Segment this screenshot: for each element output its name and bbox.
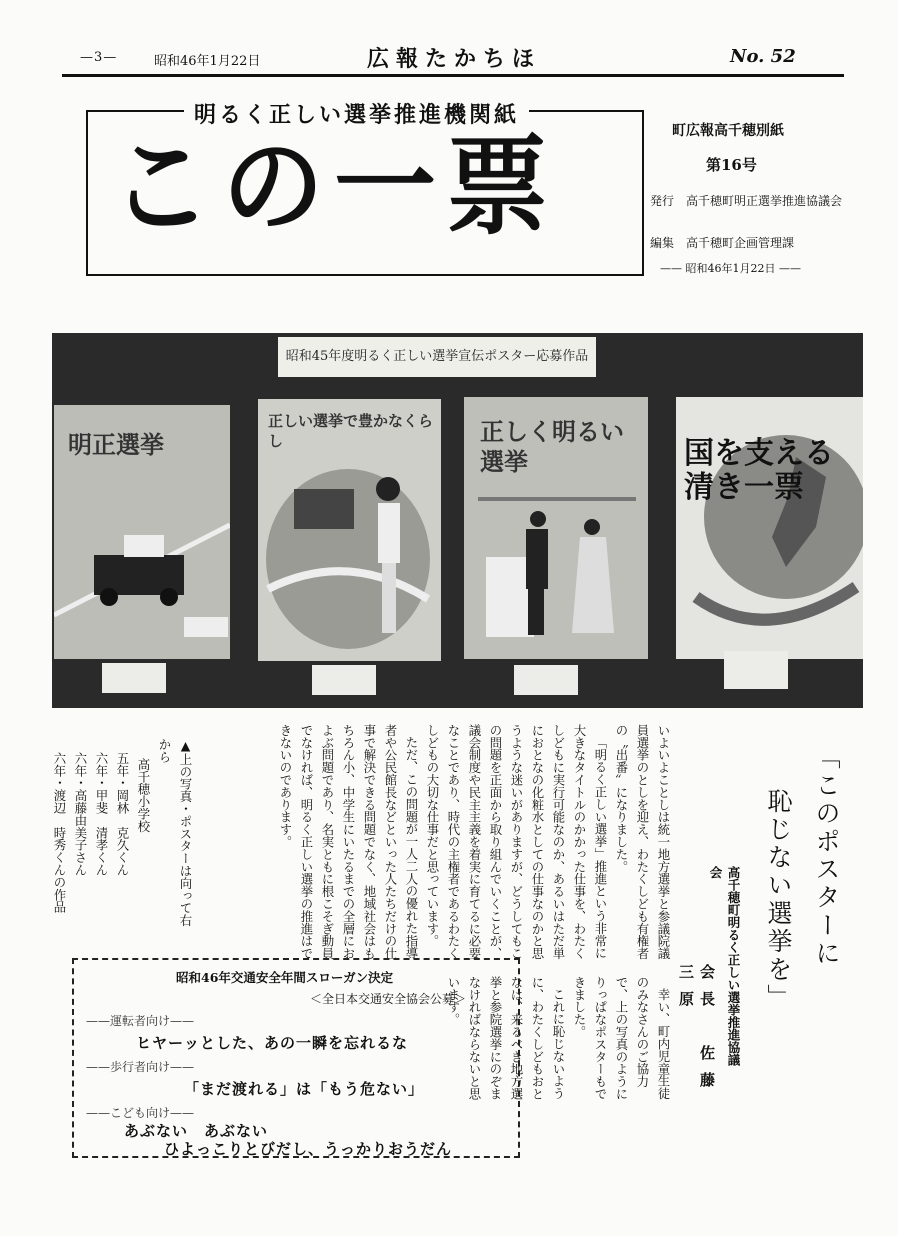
poster-text: 正しく明るい選挙 xyxy=(480,417,624,476)
issue-number: No. 52 xyxy=(730,46,796,67)
poster-2-art xyxy=(258,399,441,661)
caption-student: 六年・高藤由美子さん xyxy=(73,752,88,876)
poster-label xyxy=(514,665,578,695)
author-byline xyxy=(676,964,718,1124)
author-title: 会長 xyxy=(698,964,716,1018)
newsletter-name: 広報たかちほ xyxy=(367,46,542,72)
article-body xyxy=(278,724,674,970)
poster-3-art xyxy=(464,397,648,659)
article-paragraph: いよいよことしは統一地方選挙と参議院議員選挙のとしを迎え、わたくしども有権者の〝出番〟になりました。 xyxy=(614,724,671,960)
caption-student: 六年・渡辺 時秀くんの作品 xyxy=(52,752,67,914)
photo-caption xyxy=(52,738,196,938)
page-header xyxy=(62,40,844,77)
editor: 編集 高千穂町企画管理課 xyxy=(650,236,795,250)
issue-label: 第16号 xyxy=(706,156,757,174)
article-paragraph: 幸い、町内児童生徒のみなさんのご協力で、上の写真のようにりっぱなポスターもできました。 xyxy=(572,976,671,1100)
header-date: 昭和46年1月22日 xyxy=(154,54,261,69)
supplement-label: 町広報高千穂別紙 xyxy=(672,123,784,139)
caption-intro: ▲上の写真・ポスターは向って右から xyxy=(157,738,193,927)
article-paragraph: 「明るく正しい選挙」推進という非常に大きなタイトルのかかった仕事を、わたくしどもに実行可能なのか、あるいはただ単におとなの化粧水としての仕事なのかと思うような迷いがありますが、どうしてもこの問題を正面から取り組んでいくことが、議会制度や民主主義を着実に育てるに必要なことであり、時代の主権者であるわたくしどもの大切な仕事だと思っています。 xyxy=(425,724,608,960)
headline-line-1: 「このポスターに xyxy=(812,744,841,968)
traffic-safety-slogans xyxy=(72,958,520,1158)
poster-label xyxy=(102,663,166,693)
author-name: 佐藤三原 xyxy=(677,964,716,1099)
poster-1 xyxy=(54,405,230,659)
article-body-continued xyxy=(446,976,674,1104)
slogan-text: ヒヤーッとした、あの一瞬を忘れるな xyxy=(136,1034,409,1052)
page-number: —3— xyxy=(80,50,118,65)
slogan-text: 「まだ渡れる」は「もう危ない」 xyxy=(184,1080,425,1098)
slogan-category: ——こども向け—— xyxy=(86,1106,195,1120)
poster-text: 正しい選挙で豊かなくらし xyxy=(268,412,434,450)
slogan-source: ＜全日本交通安全協会公募＞ xyxy=(310,992,467,1006)
author-organization: 高千穂町明るく正しい選挙推進協議会 xyxy=(708,866,741,1066)
poster-4 xyxy=(676,397,863,659)
masthead-title: この一票 xyxy=(110,123,558,250)
poster-2 xyxy=(258,399,441,661)
caption-school: 高千穂小学校 xyxy=(136,758,151,833)
article-paragraph: ただ、この問題が一人二人の優れた指導者や公民館長などといった人たちだけの仕事で解決できる問題でなく、地域社会はもちろん小、中学生にいたるまでの全層におよぶ問題であり、名実ともに根こそぎ動員でなければ、明るく正しい選挙の推進はできないのであります。 xyxy=(278,724,419,960)
slogan-text: あぶない あぶない xyxy=(124,1122,269,1140)
slogan-category: ——歩行者向け—— xyxy=(86,1060,195,1074)
masthead-subtitle: 明るく正しい選挙推進機関紙 xyxy=(184,98,529,129)
headline-line-2: 恥じない選挙を」 xyxy=(764,788,793,1012)
article-paragraph: これに恥じないように、わたくしどもおとなは、来るべき地方選挙と参院選挙にのぞまなければならないと思います。 xyxy=(446,976,566,1100)
caption-student: 五年・岡林 克久くん xyxy=(115,752,130,876)
poster-label xyxy=(312,665,376,695)
slogan-title: 昭和46年交通安全年間スローガン決定 xyxy=(176,970,394,985)
article-headline xyxy=(750,744,850,1062)
poster-photo xyxy=(52,333,863,708)
poster-text: 明正選挙 xyxy=(68,430,164,459)
caption-student: 六年・甲斐 清孝くん xyxy=(94,752,109,876)
poster-text: 国を支える清き一票 xyxy=(684,436,834,505)
exhibit-banner: 昭和45年度明るく正しい選挙宣伝ポスター応募作品 xyxy=(278,337,596,377)
publisher: 発行 高千穂町明正選挙推進協議会 xyxy=(650,194,843,208)
poster-1-art xyxy=(54,405,230,659)
imprint-date: —— 昭和46年1月22日 —— xyxy=(660,262,801,275)
slogan-category: ——運転者向け—— xyxy=(86,1014,195,1028)
poster-3 xyxy=(464,397,648,659)
poster-label xyxy=(724,651,788,689)
slogan-text: ひよっこりとびだし、うっかりおうだん xyxy=(164,1140,453,1158)
